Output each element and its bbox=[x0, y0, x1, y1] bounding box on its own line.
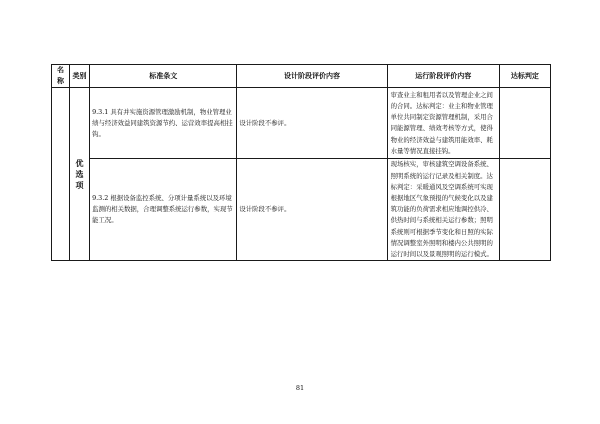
header-category: 类别 bbox=[70, 65, 90, 88]
judgement-cell bbox=[499, 88, 550, 159]
table-header-row bbox=[52, 65, 551, 88]
judgement-cell bbox=[499, 159, 550, 261]
page-number: 81 bbox=[295, 384, 305, 392]
design-eval-cell: 设计阶段不参评。 bbox=[237, 159, 387, 261]
header-design-eval: 设计阶段评价内容 bbox=[237, 65, 387, 88]
header-standard: 标准条文 bbox=[90, 65, 237, 88]
operation-eval-cell bbox=[387, 88, 499, 159]
operation-eval-text: 审查业主和租用者以及管理企业之间的合同。达标判定：业主和物业管理单位共同制定资源管理机制，采用合同能源管理、绩效考核等方式，使得物业的经济效益与建筑用能效率、耗水量等情况直接挂钩。 bbox=[390, 90, 493, 155]
category-char: 优 bbox=[75, 158, 84, 168]
design-eval-cell: 设计阶段不参评。 bbox=[237, 88, 387, 159]
name-cell bbox=[52, 88, 70, 261]
standard-cell: 9.3.2 根据设备监控系统、分项计量系统以及环境监测的相关数据，合理调整系统运行参数，实现节能工况。 bbox=[90, 159, 237, 261]
header-operation-eval: 运行阶段评价内容 bbox=[387, 65, 499, 88]
category-char: 选 bbox=[75, 169, 84, 179]
operation-eval-cell bbox=[387, 159, 499, 261]
standard-cell: 9.3.1 具有并实施资源管理激励机制，物业管理业绩与经济效益同建筑资源节约、运营效率提高相挂钩。 bbox=[90, 88, 237, 159]
header-name: 名称 bbox=[52, 65, 70, 88]
category-cell bbox=[70, 88, 90, 261]
category-char: 项 bbox=[75, 180, 84, 190]
operation-eval-text: 现场核实，审核建筑空调设备系统、照明系统的运行记录及相关制度。达标判定：采暖通风及空调系统可实现根据地区气象预报的气候变化以及建筑功能的负荷需求相应地调控供冷、供热时间与系统相关运行参数；照明系统则可根据季节变化和日照的实际情况调整室外照明和楼内公共照明的运行时间以及景观照明的运行模式。 bbox=[390, 160, 493, 259]
table-row bbox=[52, 88, 551, 159]
table-row bbox=[52, 159, 551, 261]
header-judgement: 达标判定 bbox=[499, 65, 550, 88]
evaluation-table bbox=[51, 64, 551, 261]
